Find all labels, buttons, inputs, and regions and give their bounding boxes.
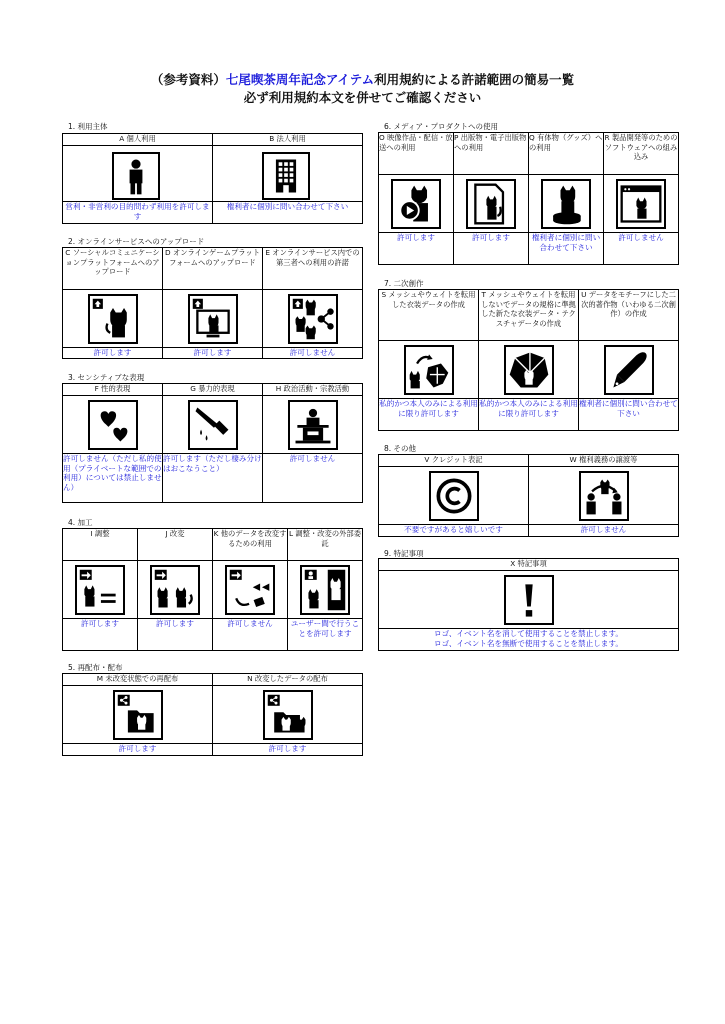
item-head-l: L 調整・改変の外部委託 [288, 529, 363, 561]
item-head-e: E オンラインサービス内での第三者への利用の許諾 [263, 248, 363, 290]
section-table-4 [62, 528, 363, 651]
adjust-icon [75, 565, 125, 615]
item-perm-p: 許可します [454, 233, 529, 265]
item-head-n: N 改変したデータの配布 [213, 674, 363, 686]
item-perm-d: 許可します [163, 348, 263, 359]
item-head-c: C ソーシャルコミュニケーションプラットフォームへのアップロード [63, 248, 163, 290]
item-head-g: G 暴力的表現 [163, 384, 263, 396]
item-perm-c: 許可します [63, 348, 163, 359]
item-perm-j: 許可します [138, 619, 213, 651]
item-perm-t: 私的かつ本人のみによる利用に限り許可します [479, 399, 579, 431]
item-perm-h: 許可しません [263, 454, 363, 503]
section-label-6: 6. メディア・プロダクトへの使用 [384, 122, 498, 131]
item-head-d: D オンラインゲームプラットフォームへのアップロード [163, 248, 263, 290]
modify-icon [150, 565, 200, 615]
section-label-1: 1. 利用主体 [68, 122, 108, 131]
item-perm-m: 許可します [63, 744, 213, 756]
icon-cell-v [379, 467, 529, 525]
item-head-w: W 権利義務の譲渡等 [529, 455, 679, 467]
title-open: （参考資料） [150, 72, 226, 87]
share-folder-icon [113, 690, 163, 740]
item-perm-a: 営利・非営利の目的問わず利用を許可します [63, 202, 213, 224]
item-perm-w: 許可しません [529, 525, 679, 537]
icon-cell-k [213, 561, 288, 619]
item-perm-f: 許可しません（ただし私的使用（プライベートな範囲での利用）については禁止しません） [63, 454, 163, 503]
item-head-m: M 未改変状態での再配布 [63, 674, 213, 686]
section-table-8 [378, 454, 679, 537]
icon-cell-p [454, 175, 529, 233]
item-perm-r: 許可しません [604, 233, 679, 265]
page-subtitle: 必ず利用規約本文を併せてご確認ください [243, 90, 482, 105]
icon-cell-r [604, 175, 679, 233]
item-perm-l: ユーザー間で行うことを許可します [288, 619, 363, 651]
section-label-8: 8. その他 [384, 444, 417, 453]
icon-cell-t [479, 341, 579, 399]
icon-cell-g [163, 396, 263, 454]
share-modified-icon [263, 690, 313, 740]
title-highlight: 七尾喫茶周年記念アイテム [225, 72, 375, 87]
item-head-k: K 他のデータを改変するための利用 [213, 529, 288, 561]
item-head-r: R 製品開発等のためのソフトウェアへの組み込み [604, 133, 679, 175]
item-perm-g: 許可します（ただし棲み分けはおこなうこと） [163, 454, 263, 503]
icon-cell-d [163, 290, 263, 348]
icon-cell-h [263, 396, 363, 454]
copyright-icon [429, 471, 479, 521]
document-icon [466, 179, 516, 229]
icon-cell-e [263, 290, 363, 348]
upload-monitor-icon [188, 294, 238, 344]
item-head-t: T メッシュやウェイトを転用しないでデータの規格に準拠した新たな衣装データ・テクスチャデータの作成 [479, 290, 579, 341]
item-perm-u: 権利者に個別に問い合わせて下さい [579, 399, 679, 431]
title-rest: 利用規約による許諾範囲の簡易一覧 [374, 72, 575, 87]
section-table-2 [62, 247, 363, 359]
icon-cell-w [529, 467, 679, 525]
icon-cell-q [529, 175, 604, 233]
icon-cell-c [63, 290, 163, 348]
knife-icon [188, 400, 238, 450]
parts-icon [225, 565, 275, 615]
icon-cell-o [379, 175, 454, 233]
building-icon [262, 152, 310, 200]
section-table-3 [62, 383, 363, 503]
item-perm-i: 許可します [63, 619, 138, 651]
item-perm-o: 許可します [379, 233, 454, 265]
item-perm-s: 私的かつ本人のみによる利用に限り許可します [379, 399, 479, 431]
section-table-9 [378, 558, 679, 651]
section-label-7: 7. 二次創作 [384, 279, 424, 288]
upload-avatar-icon [88, 294, 138, 344]
item-head-u: U データをモチーフにした二次的著作物（いわゆる二次創作）の作成 [579, 290, 679, 341]
section-label-3: 3. センシティブな表現 [68, 373, 145, 382]
hearts-icon [88, 400, 138, 450]
person-icon [112, 152, 160, 200]
icon-cell-j [138, 561, 213, 619]
item-head-x: X 特記事項 [379, 559, 679, 571]
item-head-h: H 政治活動・宗教活動 [263, 384, 363, 396]
section-label-2: 2. オンラインサービスへのアップロード [68, 237, 205, 246]
item-perm-x: ロゴ、イベント名を消して使用することを禁止します。 ロゴ、イベント名を無断で使用することを禁止します。 [379, 629, 679, 651]
item-perm-b: 権利者に個別に問い合わせて下さい [213, 202, 363, 224]
software-icon [616, 179, 666, 229]
costume-arrow-icon [404, 345, 454, 395]
item-head-f: F 性的表現 [63, 384, 163, 396]
exclamation-icon [504, 575, 554, 625]
pen-icon [604, 345, 654, 395]
icon-cell-n [213, 686, 363, 744]
icon-cell-a [63, 146, 213, 202]
item-head-i: I 調整 [63, 529, 138, 561]
section-table-7 [378, 289, 679, 431]
transfer-icon [579, 471, 629, 521]
icon-cell-b [213, 146, 363, 202]
icon-cell-s [379, 341, 479, 399]
icon-cell-f [63, 396, 163, 454]
item-head-p: P 出版物・電子出版物への利用 [454, 133, 529, 175]
item-head-o: O 映像作品・配信・放送への利用 [379, 133, 454, 175]
video-icon [391, 179, 441, 229]
outsource-icon [300, 565, 350, 615]
item-perm-k: 許可しません [213, 619, 288, 651]
item-head-j: J 改変 [138, 529, 213, 561]
section-table-6 [378, 132, 679, 265]
page-title [0, 70, 725, 88]
podium-icon [288, 400, 338, 450]
upload-share-icon [288, 294, 338, 344]
item-perm-q: 権利者に個別に問い合わせて下さい [529, 233, 604, 265]
icon-cell-i [63, 561, 138, 619]
section-label-9: 9. 特記事項 [384, 549, 424, 558]
item-head-a: A 個人利用 [63, 134, 213, 146]
item-head-s: S メッシュやウェイトを転用した衣装データの作成 [379, 290, 479, 341]
section-table-1 [62, 133, 363, 224]
item-perm-e: 許可しません [263, 348, 363, 359]
item-head-q: Q 有体物（グッズ）への利用 [529, 133, 604, 175]
section-label-4: 4. 加工 [68, 518, 93, 527]
icon-cell-m [63, 686, 213, 744]
item-head-b: B 法人利用 [213, 134, 363, 146]
section-label-5: 5. 再配布・配布 [68, 663, 123, 672]
figure-icon [541, 179, 591, 229]
item-perm-n: 許可します [213, 744, 363, 756]
icon-cell-u [579, 341, 679, 399]
item-perm-v: 不要ですがあると嬉しいです [379, 525, 529, 537]
item-head-v: V クレジット表記 [379, 455, 529, 467]
costume-icon [504, 345, 554, 395]
section-table-5 [62, 673, 363, 756]
icon-cell-x [379, 571, 679, 629]
icon-cell-l [288, 561, 363, 619]
